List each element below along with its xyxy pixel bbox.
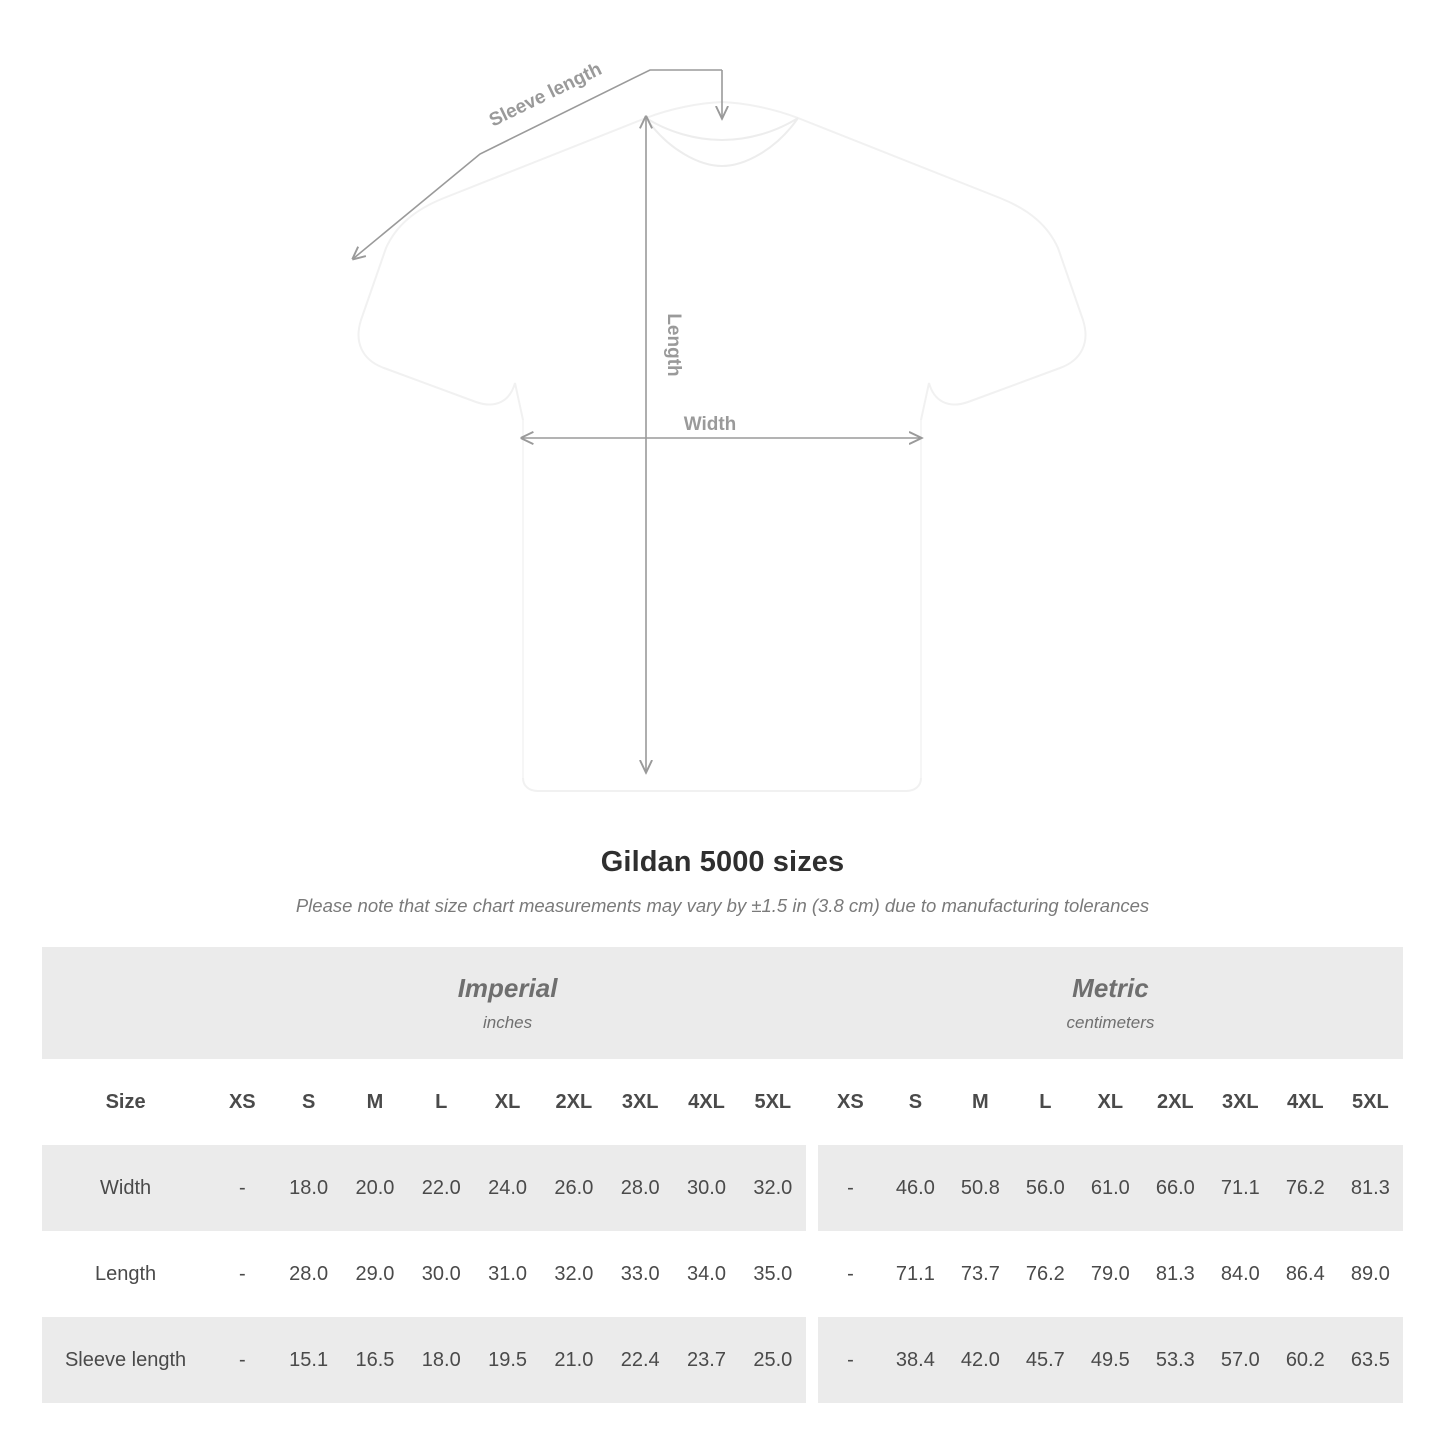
cell-width-metric-4xl: 76.2 <box>1273 1145 1338 1231</box>
size-header-imperial-5xl: 5XL <box>740 1059 806 1145</box>
cell-width-imperial-4xl: 30.0 <box>673 1145 739 1231</box>
width-label: Width <box>683 414 737 435</box>
size-header-metric-4xl: 4XL <box>1273 1059 1338 1145</box>
cell-length-imperial-3xl: 33.0 <box>607 1231 673 1317</box>
cell-width-imperial-s: 18.0 <box>275 1145 341 1231</box>
cell-length-imperial-xl: 31.0 <box>474 1231 540 1317</box>
cell-sleeve-metric-xl: 49.5 <box>1078 1317 1143 1403</box>
size-header-metric-3xl: 3XL <box>1208 1059 1273 1145</box>
unit-header-metric <box>818 947 1403 1059</box>
cell-length-metric-s: 71.1 <box>883 1231 948 1317</box>
size-header-imperial-xs: XS <box>209 1059 275 1145</box>
cell-length-imperial-xs: - <box>209 1231 275 1317</box>
cell-sleeve-metric-xs: - <box>818 1317 883 1403</box>
cell-sleeve-metric-m: 42.0 <box>948 1317 1013 1403</box>
cell-sleeve-imperial-2xl: 21.0 <box>541 1317 607 1403</box>
size-table <box>42 947 1403 1403</box>
cell-width-imperial-l: 22.0 <box>408 1145 474 1231</box>
unit-sub-imperial: inches <box>482 1013 533 1032</box>
table-row <box>42 1317 1403 1403</box>
cell-sleeve-imperial-5xl: 25.0 <box>740 1317 806 1403</box>
length-label: Length <box>663 313 684 377</box>
unit-sub-metric: centimeters <box>1066 1013 1155 1032</box>
cell-sleeve-imperial-xl: 19.5 <box>474 1317 540 1403</box>
cell-width-metric-2xl: 66.0 <box>1143 1145 1208 1231</box>
unit-header-gap <box>806 947 818 1059</box>
chart-heading <box>0 846 1445 917</box>
size-header-metric-5xl: 5XL <box>1338 1059 1403 1145</box>
size-header-metric-2xl: 2XL <box>1143 1059 1208 1145</box>
cell-width-metric-m: 50.8 <box>948 1145 1013 1231</box>
cell-width-imperial-2xl: 26.0 <box>541 1145 607 1231</box>
cell-sleeve-metric-s: 38.4 <box>883 1317 948 1403</box>
cell-length-metric-4xl: 86.4 <box>1273 1231 1338 1317</box>
cell-length-metric-m: 73.7 <box>948 1231 1013 1317</box>
cell-sleeve-metric-4xl: 60.2 <box>1273 1317 1338 1403</box>
cell-length-metric-3xl: 84.0 <box>1208 1231 1273 1317</box>
cell-width-metric-l: 56.0 <box>1013 1145 1078 1231</box>
cell-width-metric-xl: 61.0 <box>1078 1145 1143 1231</box>
row-gap-width <box>806 1145 818 1231</box>
unit-header-imperial <box>209 947 806 1059</box>
tolerance-note: Please note that size chart measurements may vary by ±1.5 in (3.8 cm) due to manufacturing tolerances <box>295 895 1150 916</box>
cell-width-metric-xs: - <box>818 1145 883 1231</box>
cell-sleeve-imperial-m: 16.5 <box>342 1317 408 1403</box>
cell-length-metric-5xl: 89.0 <box>1338 1231 1403 1317</box>
cell-width-imperial-xl: 24.0 <box>474 1145 540 1231</box>
cell-sleeve-imperial-4xl: 23.7 <box>673 1317 739 1403</box>
size-header-metric-l: L <box>1013 1059 1078 1145</box>
size-header-imperial-l: L <box>408 1059 474 1145</box>
tshirt-shape <box>359 102 1086 791</box>
size-header-metric-xs: XS <box>818 1059 883 1145</box>
cell-length-imperial-2xl: 32.0 <box>541 1231 607 1317</box>
size-header-imperial-2xl: 2XL <box>541 1059 607 1145</box>
cell-width-imperial-5xl: 32.0 <box>740 1145 806 1231</box>
table-row <box>42 1231 1403 1317</box>
cell-sleeve-imperial-l: 18.0 <box>408 1317 474 1403</box>
size-header-label: Size <box>42 1059 209 1145</box>
cell-width-imperial-xs: - <box>209 1145 275 1231</box>
row-label-length: Length <box>42 1231 209 1317</box>
size-header-metric-s: S <box>883 1059 948 1145</box>
row-label-sleeve-length: Sleeve length <box>42 1317 209 1403</box>
cell-sleeve-metric-l: 45.7 <box>1013 1317 1078 1403</box>
unit-header-spacer <box>42 947 209 1059</box>
cell-width-imperial-3xl: 28.0 <box>607 1145 673 1231</box>
size-header-gap <box>806 1059 818 1145</box>
cell-width-metric-3xl: 71.1 <box>1208 1145 1273 1231</box>
cell-length-imperial-s: 28.0 <box>275 1231 341 1317</box>
cell-sleeve-imperial-3xl: 22.4 <box>607 1317 673 1403</box>
cell-length-metric-xl: 79.0 <box>1078 1231 1143 1317</box>
size-header-metric-m: M <box>948 1059 1013 1145</box>
cell-length-imperial-4xl: 34.0 <box>673 1231 739 1317</box>
size-header-imperial-m: M <box>342 1059 408 1145</box>
cell-sleeve-imperial-s: 15.1 <box>275 1317 341 1403</box>
page-title: Gildan 5000 sizes <box>600 846 845 878</box>
unit-name-imperial: Imperial <box>457 973 558 1003</box>
cell-length-metric-2xl: 81.3 <box>1143 1231 1208 1317</box>
size-header-imperial-s: S <box>275 1059 341 1145</box>
row-gap-sleeve <box>806 1317 818 1403</box>
cell-length-imperial-l: 30.0 <box>408 1231 474 1317</box>
cell-width-imperial-m: 20.0 <box>342 1145 408 1231</box>
cell-sleeve-metric-2xl: 53.3 <box>1143 1317 1208 1403</box>
cell-length-metric-xs: - <box>818 1231 883 1317</box>
row-gap-length <box>806 1231 818 1317</box>
unit-header-row <box>42 947 1403 1059</box>
size-header-imperial-xl: XL <box>474 1059 540 1145</box>
cell-width-metric-s: 46.0 <box>883 1145 948 1231</box>
cell-width-metric-5xl: 81.3 <box>1338 1145 1403 1231</box>
size-header-row <box>42 1059 1403 1145</box>
cell-length-imperial-5xl: 35.0 <box>740 1231 806 1317</box>
unit-name-metric: Metric <box>1072 973 1149 1003</box>
size-header-imperial-3xl: 3XL <box>607 1059 673 1145</box>
cell-length-metric-l: 76.2 <box>1013 1231 1078 1317</box>
cell-sleeve-metric-3xl: 57.0 <box>1208 1317 1273 1403</box>
sleeve-length-label: Sleeve length <box>485 58 606 132</box>
table-row <box>42 1145 1403 1231</box>
size-header-imperial-4xl: 4XL <box>673 1059 739 1145</box>
size-table-container <box>0 947 1445 1403</box>
cell-length-imperial-m: 29.0 <box>342 1231 408 1317</box>
size-header-metric-xl: XL <box>1078 1059 1143 1145</box>
row-label-width: Width <box>42 1145 209 1231</box>
cell-sleeve-metric-5xl: 63.5 <box>1338 1317 1403 1403</box>
cell-sleeve-imperial-xs: - <box>209 1317 275 1403</box>
